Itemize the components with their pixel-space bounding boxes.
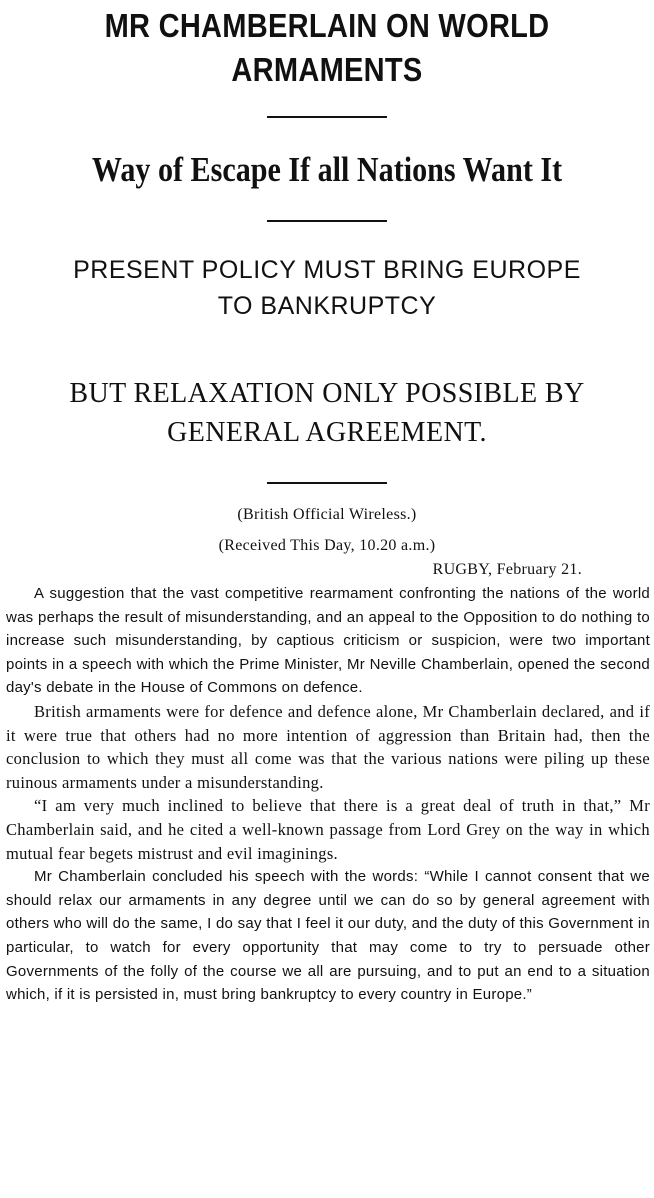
paragraph: A suggestion that the vast competitive rearmament confronting the nations of the world was perhaps the result of misunderstanding, and an appeal to the Opposition to do nothing to increase such misunderstanding, by captious criticism or suspicion, were two important points in a speech with which the Prime Minister, Mr Neville Chamberlain, opened the second day's debate in the House of Commons on defence. bbox=[6, 585, 650, 697]
divider-rule bbox=[267, 116, 387, 118]
received-line: (Received This Day, 10.20 a.m.) bbox=[218, 537, 436, 554]
deck-two-line-2: GENERAL AGREEMENT. bbox=[167, 417, 487, 448]
dateline: RUGBY, February 21. bbox=[432, 561, 582, 578]
deck-two-line-1: BUT RELAXATION ONLY POSSIBLE BY bbox=[69, 378, 585, 409]
headline-line-2: ARMAMENTS bbox=[231, 51, 423, 88]
divider-rule bbox=[267, 482, 387, 484]
deck-one-line-1: PRESENT POLICY MUST BRING EUROPE bbox=[73, 256, 581, 284]
source-line: (British Official Wireless.) bbox=[237, 506, 417, 523]
subheadline: Way of Escape If all Nations Want It bbox=[91, 150, 563, 189]
paragraph: Mr Chamberlain concluded his speech with the words: “While I cannot consent that we should relax our armaments in any degree until we can do so by general agreement with others who will do the same, I do say that I feel it our duty, and the duty of this Government in particular, to watch for every opportunity that may come to try to persuade other Governments of the folly of the course we all are pursuing, and to put an end to a situation which, if it is persisted in, must bring bankruptcy to every country in Europe.” bbox=[6, 868, 650, 1004]
deck-one-line-2: TO BANKRUPTCY bbox=[217, 292, 437, 320]
deck-one bbox=[0, 252, 654, 324]
divider-rule bbox=[267, 220, 387, 222]
article-body bbox=[0, 582, 654, 1007]
paragraph: “I am very much inclined to believe that there is a great deal of truth in that,” Mr Chamberlain said, and he cited a well-known passage from Lord Grey on the way in which mutual fear begets mistrust and evil imaginings. bbox=[6, 796, 650, 863]
headline bbox=[39, 0, 615, 92]
deck-two bbox=[0, 374, 654, 452]
headline-line-1: MR CHAMBERLAIN ON WORLD bbox=[104, 7, 550, 44]
paragraph: British armaments were for defence and defence alone, Mr Chamberlain declared, and if it were true that others had no more intention of aggression than Britain had, then the conclusion to which they must all come was that the various nations were piling up these ruinous armaments under a misunderstanding. bbox=[6, 701, 650, 792]
